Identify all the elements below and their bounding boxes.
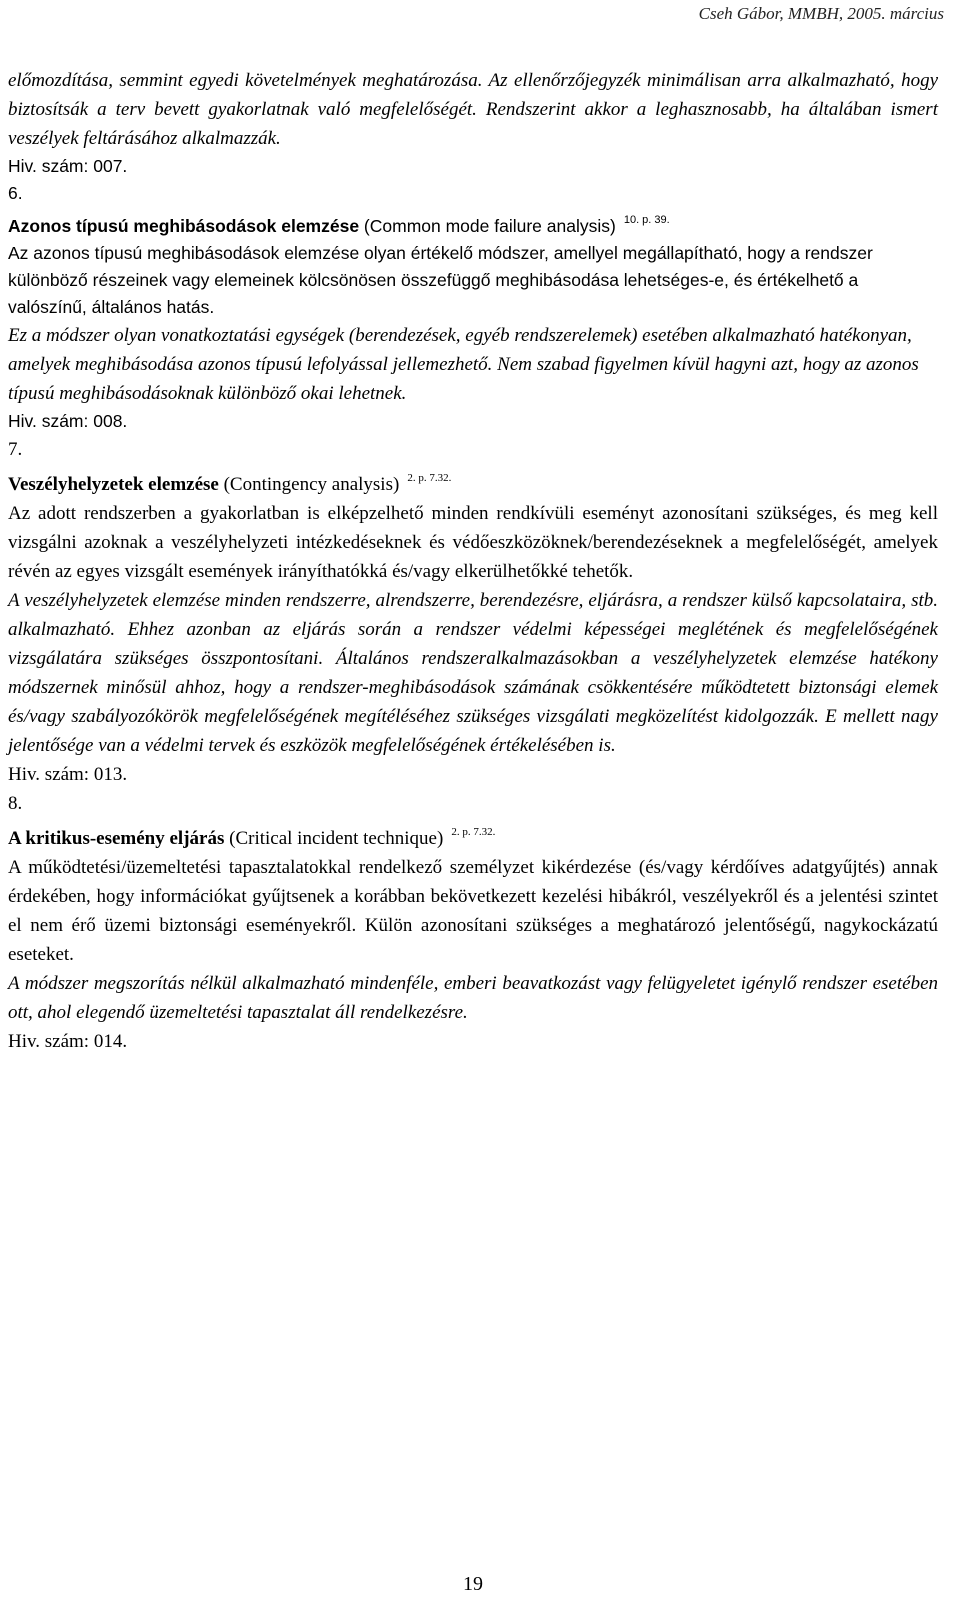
section-paragraph: Az adott rendszerben a gyakorlatban is elképzelhető minden rendkívüli eseményt azonosítani szükséges, és meg kell vizsgálni azoknak a veszélyhelyzeti intézkedéseknek és védőeszközöknek/berendezéseknek a megfelelőségét, amelyek révén az egyes vizsgált események irányíthatókká és/vagy elkerülhetőkké tehetők. <box>8 503 938 582</box>
section-title-bold: A kritikus-esemény eljárás <box>8 828 225 849</box>
section-number: 6. <box>8 183 23 203</box>
section-paragraph-italic: Ez a módszer olyan vonatkoztatási egységek (berendezések, egyéb rendszerelemek) esetében alkalmazható hatékonyan, amelyek meghibásodása azonos típusú lefolyással jellemezhető. Nem szabad figyelmen kívül hagyni azt, hogy az azonos típusú meghibásodásoknak különböző okai lehetnek. <box>8 325 919 404</box>
page-content <box>8 66 938 1056</box>
section-title-bold: Veszélyhelyzetek elemzése <box>8 474 219 495</box>
section-paragraph: A működtetési/üzemeltetési tapasztalatokkal rendelkező személyzet kikérdezése (és/vagy kérdőíves adatgyűjtés) annak érdekében, hogy információkat gyűjtsenek a korábban bekövetkezett kezelési hibákról, veszélyekről és a jelentési szintet el nem érő üzemi biztonsági eseményekről. Külön azonosítani szükséges a meghatározó jelentőségű, nagykockázatú eseteket. <box>8 857 938 965</box>
page-header: Cseh Gábor, MMBH, 2005. március <box>698 4 944 23</box>
section-title-english: (Common mode failure analysis) <box>359 216 616 236</box>
reference-number: Hiv. szám: 013. <box>8 764 128 785</box>
section-title-english: (Critical incident technique) <box>224 828 444 849</box>
section-title <box>8 207 938 240</box>
section-title-english: (Contingency analysis) <box>218 474 400 495</box>
footnote-reference: 2. p. 7.32. <box>407 472 452 484</box>
reference-number: Hiv. szám: 007. <box>8 156 128 176</box>
page-number: 19 <box>463 1573 483 1595</box>
section-paragraph-italic: A veszélyhelyzetek elemzése minden rendszerre, alrendszerre, berendezésre, eljárásra, a rendszer külső kapcsolataira, stb. alkalmazható. Ehhez azonban az eljárás során a rendszer védelmi képességei meglétének és megfelelőségének vizsgálatára szükséges összpontosítani. Általános rendszeralkalmazásokban a veszélyhelyzetek elemzése hatékony módszernek minősül ahhoz, hogy a rendszer-meghibásodások számának csökkentésére működtetett biztonsági elemek és/vagy szabályozókörök megfelelőségének megítéléséhez szükséges vizsgálati megközelítést kidolgozzák. E mellett nagy jelentősége van a védelmi tervek és eszközök megfelelőségének értékelésében is. <box>8 590 938 756</box>
section-paragraph-italic: A módszer megszorítás nélkül alkalmazható mindenféle, emberi beavatkozást vagy felügyeletet igénylő rendszer esetében ott, ahol elegendő üzemeltetési tapasztalat áll rendelkezésre. <box>8 973 938 1023</box>
intro-paragraph: előmozdítása, semmint egyedi követelmények meghatározása. Az ellenőrzőjegyzék minimálisan arra alkalmazható, hogy biztosítsák a terv bevett gyakorlatnak való megfelelőségét. Rendszerint akkor a leghasznosabb, ha általában ismert veszélyek feltárásához alkalmazzák. <box>8 70 938 149</box>
reference-number: Hiv. szám: 008. <box>8 411 128 431</box>
footnote-reference: 2. p. 7.32. <box>451 826 496 838</box>
reference-number: Hiv. szám: 014. <box>8 1031 128 1052</box>
section-title-bold: Azonos típusú meghibásodások elemzése <box>8 216 360 236</box>
footnote-reference: 10. p. 39. <box>623 214 670 226</box>
section-paragraph: Az azonos típusú meghibásodások elemzése olyan értékelő módszer, amellyel megállapítható, hogy a rendszer különböző részeinek vagy elemeinek kölcsönösen összefüggő meghibásodása lehetséges-e, és értékelhető a valószínű, általános hatás. <box>8 243 873 317</box>
section-number: 7. <box>8 439 23 460</box>
section-title <box>8 464 938 499</box>
section-title <box>8 818 938 853</box>
section-number: 8. <box>8 793 23 814</box>
